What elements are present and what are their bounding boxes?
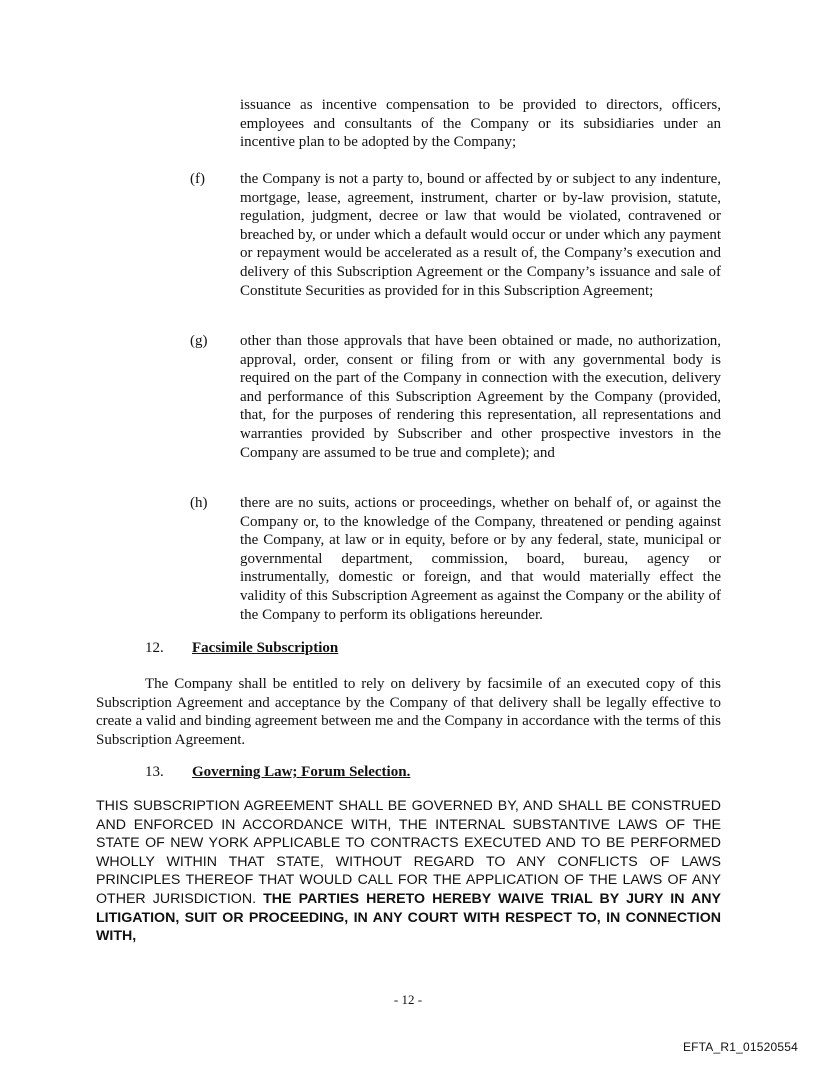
- page-number: - 12 -: [393, 992, 423, 1007]
- section-heading-facsimile: [145, 640, 338, 657]
- list-item-text: the Company is not a party to, bound or affected by or subject to any indenture, mortgage, lease, agreement, instrument, charter or by-law provision, statute, regulation, judgment, decree or law that would be violated, contravened or breached by, or under which a default would occur or under which any payment or repayment would be accelerated as a result of, the Company’s execution and delivery of this Subscription Agreement or the Company’s issuance and sale of Constitute Securities as provided for in this Subscription Agreement;: [240, 171, 721, 299]
- governing-law-paragraph: [96, 797, 721, 946]
- section-number: 12.: [145, 640, 164, 656]
- list-item-label: (f): [190, 171, 205, 187]
- section-title: Facsimile Subscription: [192, 640, 339, 656]
- list-item-text: there are no suits, actions or proceedings, whether on behalf of, or against the Company or, to the knowledge of the Company, threatened or pending against the Company, at law or in equity, before or by any federal, state, municipal or governmental department, commission, board, bureau, agency or instrumentally, domestic or foreign, and that would materially effect the validity of this Subscription Agreement as against the Company or the ability of the Company to perform its obligations hereunder.: [240, 495, 721, 623]
- list-item-label: (g): [190, 333, 208, 349]
- document-id: EFTA_R1_01520554: [682, 1040, 798, 1054]
- list-item-text: other than those approvals that have been obtained or made, no authorization, approval, order, consent or filing from or with any governmental body is required on the part of the Company in connection with the execution, delivery and performance of this Subscription Agreement by the Company (provided, that, for the purposes of rendering this representation, all representations and warranties provided by Subscriber and other prospective investors in the Company are assumed to be true and complete); and: [240, 333, 721, 461]
- jury-waiver-text: THE PARTIES HERETO HEREBY WAIVE TRIAL BY JURY IN ANY LITIGATION, SUIT OR PROCEEDING, IN ANY COURT WITH RESPECT TO, IN CONNECTION WITH,: [96, 890, 721, 945]
- list-item: [190, 332, 721, 462]
- section-number: 13.: [145, 764, 164, 780]
- governing-law-text: THIS SUBSCRIPTION AGREEMENT SHALL BE GOVERNED BY, AND SHALL BE CONSTRUED AND ENFORCED IN ACCORDANCE WITH, THE INTERNAL SUBSTANTIVE LAWS OF THE STATE OF NEW YORK APPLICABLE TO CONTRACTS EXECUTED AND TO BE PERFORMED WHOLLY WITHIN THAT STATE, WITHOUT REGARD TO ANY CONFLICTS OF LAWS PRINCIPLES THEREOF THAT WOULD CALL FOR THE APPLICATION OF THE LAWS OF ANY OTHER JURISDICTION.: [96, 798, 721, 907]
- facsimile-paragraph: The Company shall be entitled to rely on delivery by facsimile of an executed copy of this Subscription Agreement and acceptance by the Company of that delivery shall be legally effective to create a valid and binding agreement between me and the Company in accordance with the terms of this Subscription Agreement.: [96, 676, 721, 748]
- list-item: [190, 170, 721, 300]
- section-heading-governing-law: [145, 764, 410, 781]
- section-title: Governing Law; Forum Selection.: [192, 764, 411, 780]
- list-item: [190, 494, 721, 624]
- list-item-label: (h): [190, 495, 208, 511]
- continued-paragraph: issuance as incentive compensation to be provided to directors, officers, employees and consultants of the Company or its subsidiaries under an incentive plan to be adopted by the Company;: [240, 97, 721, 151]
